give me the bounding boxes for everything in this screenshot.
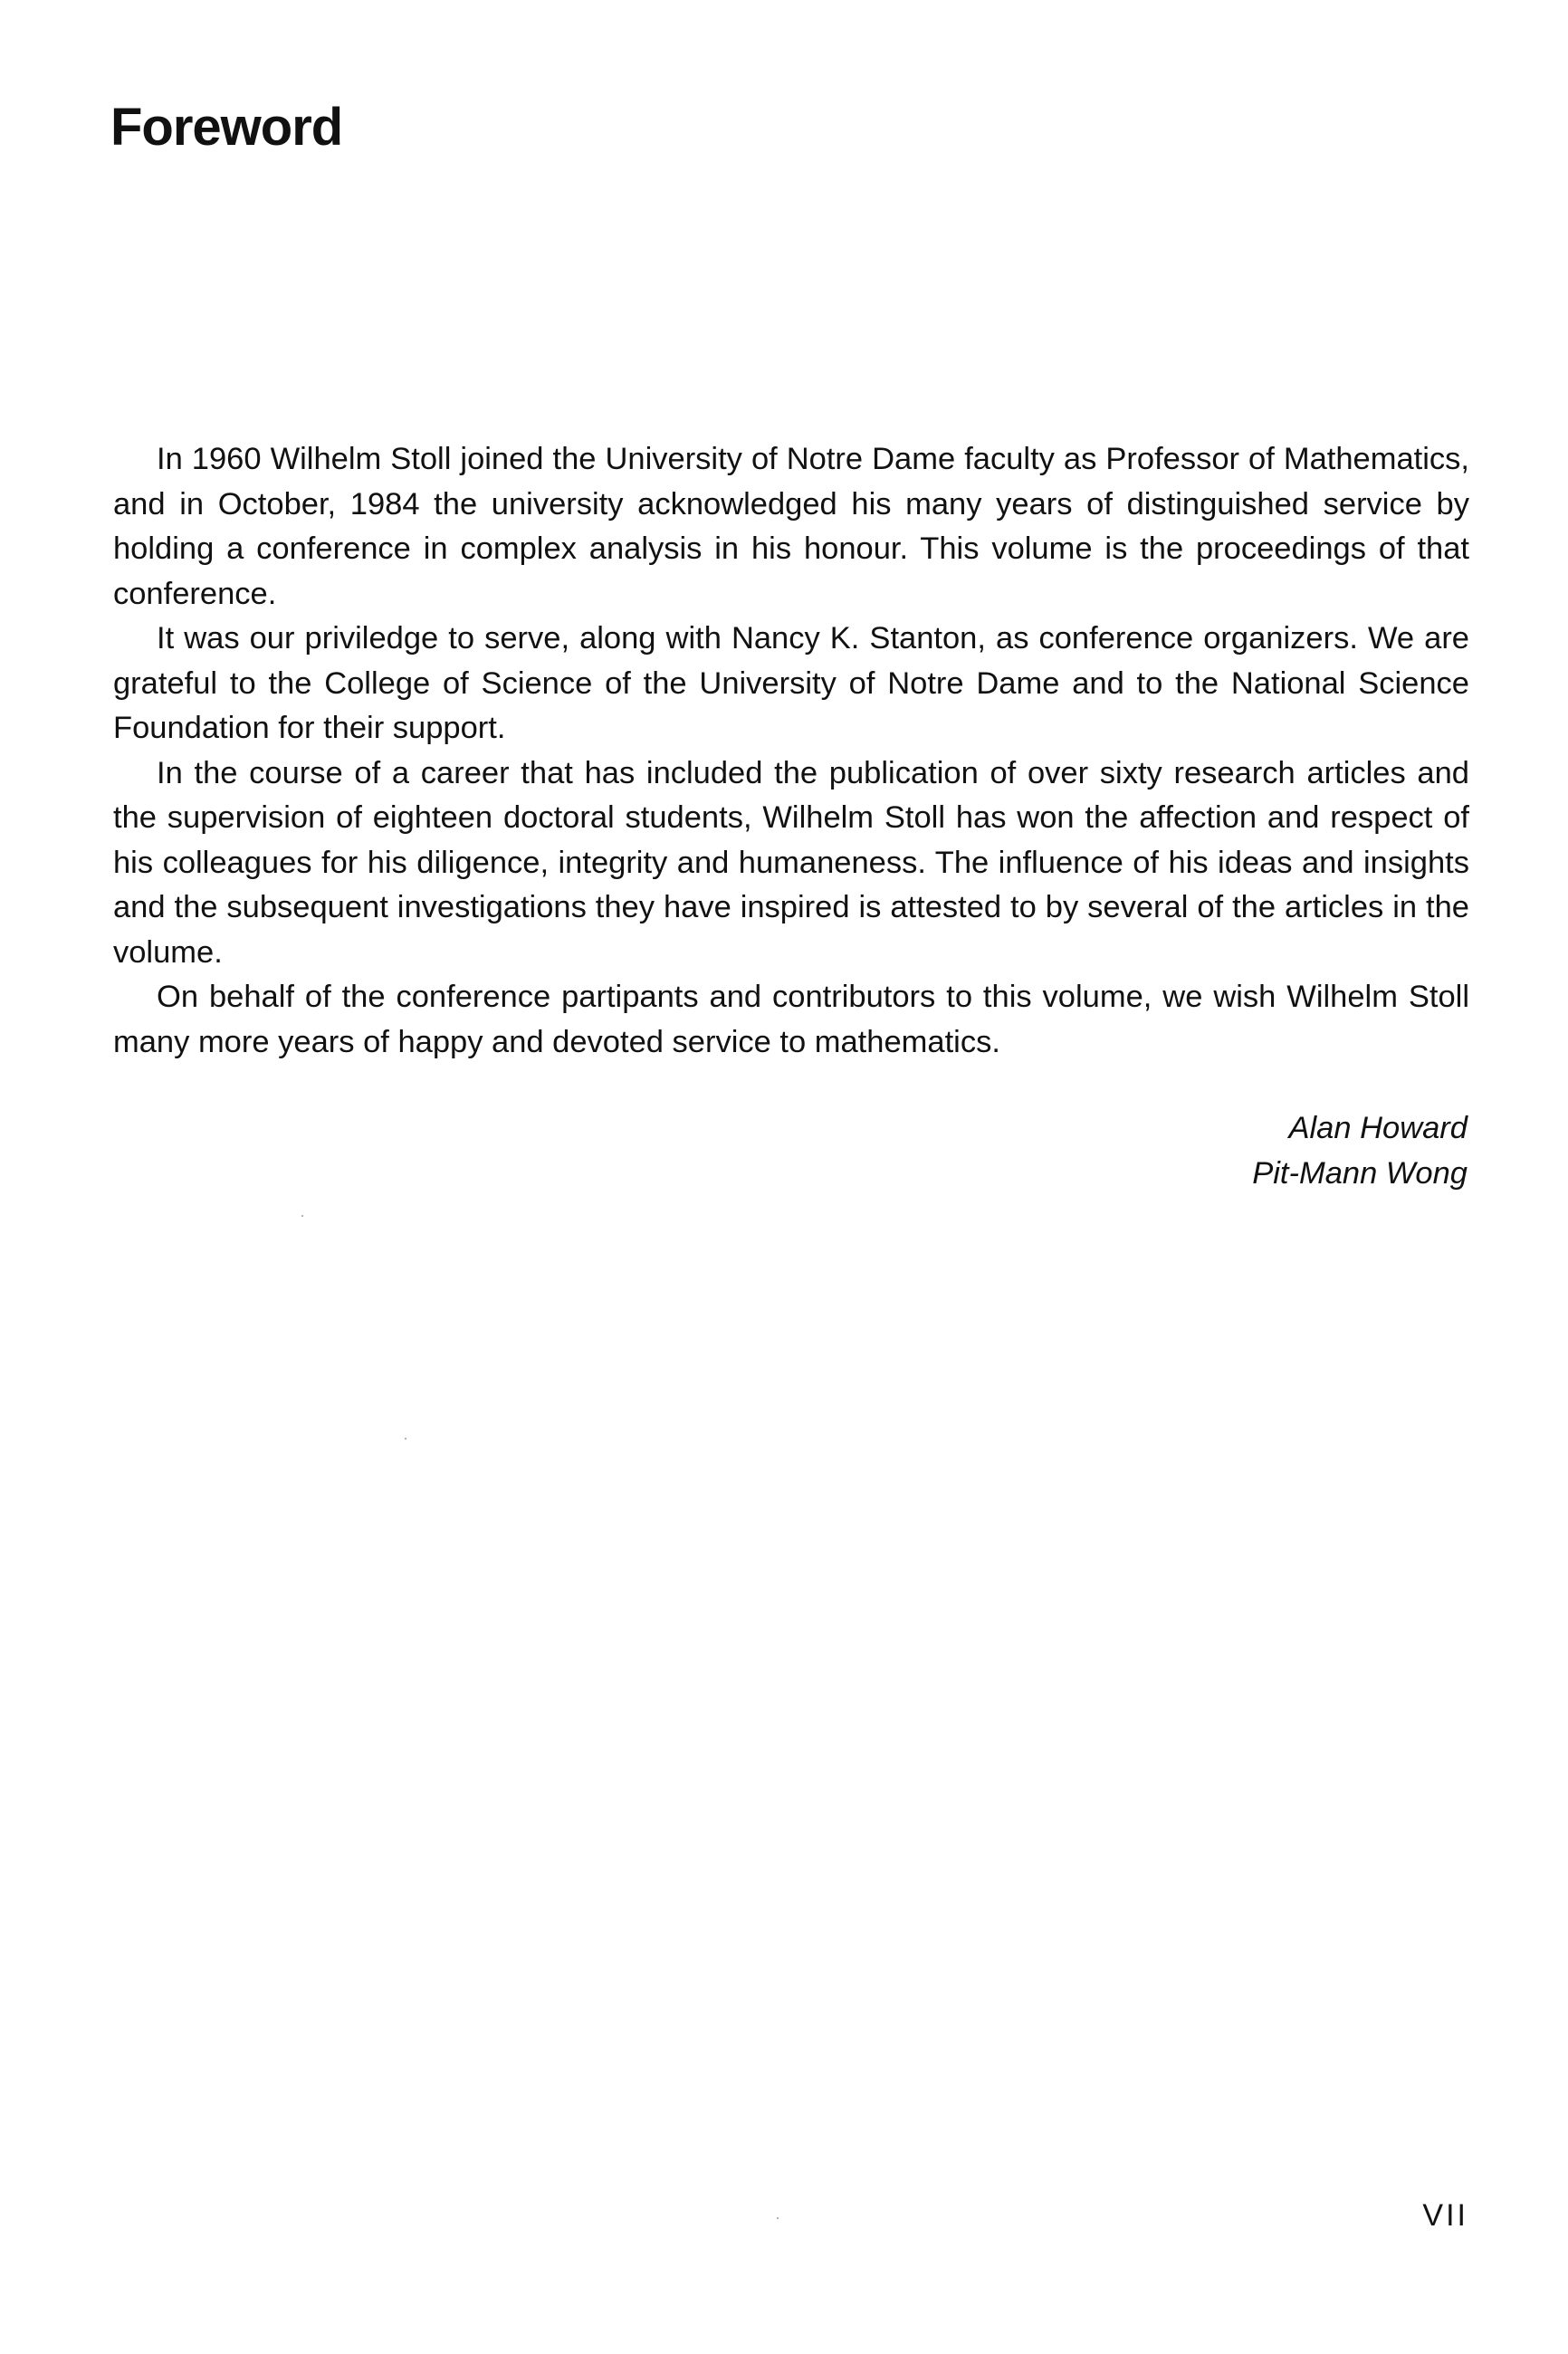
signature-block [1252,1106,1468,1196]
paragraph-2: It was our priviledge to serve, along with Nancy K. Stanton, as conference organizers. We are grateful to the College of Science of the University of Notre Dame and to the National Science Foundation for their support. [113,621,1469,745]
scan-speck [405,1438,406,1440]
signature-alan-howard: Alan Howard [1288,1111,1468,1145]
paragraph-4: On behalf of the conference partipants and contributors to this volume, we wish Wilhelm Stoll many more years of happy and devoted service to mathematics. [113,980,1469,1059]
scan-speck [777,2217,779,2219]
paragraph-1: In 1960 Wilhelm Stoll joined the University of Notre Dame faculty as Professor of Mathematics, and in October, 1984 the university acknowledged his many years of distinguished service by holding a conference in complex analysis in his honour. This volume is the proceedings of that conference. [113,442,1469,611]
page-number: VII [1422,2198,1468,2233]
scan-speck [301,1215,303,1217]
signature-pit-mann-wong: Pit-Mann Wong [1252,1155,1468,1191]
page-title: Foreword [110,98,343,157]
paragraph-3: In the course of a career that has included the publication of over sixty research articles and the supervision of eighteen doctoral students, Wilhelm Stoll has won the affection and respect of his colleagues for his diligence, integrity and humaneness. The influence of his ideas and insights and the subsequent investigations they have inspired is attested to by several of the articles in the volume. [113,755,1469,970]
foreword-body [113,437,1469,1065]
